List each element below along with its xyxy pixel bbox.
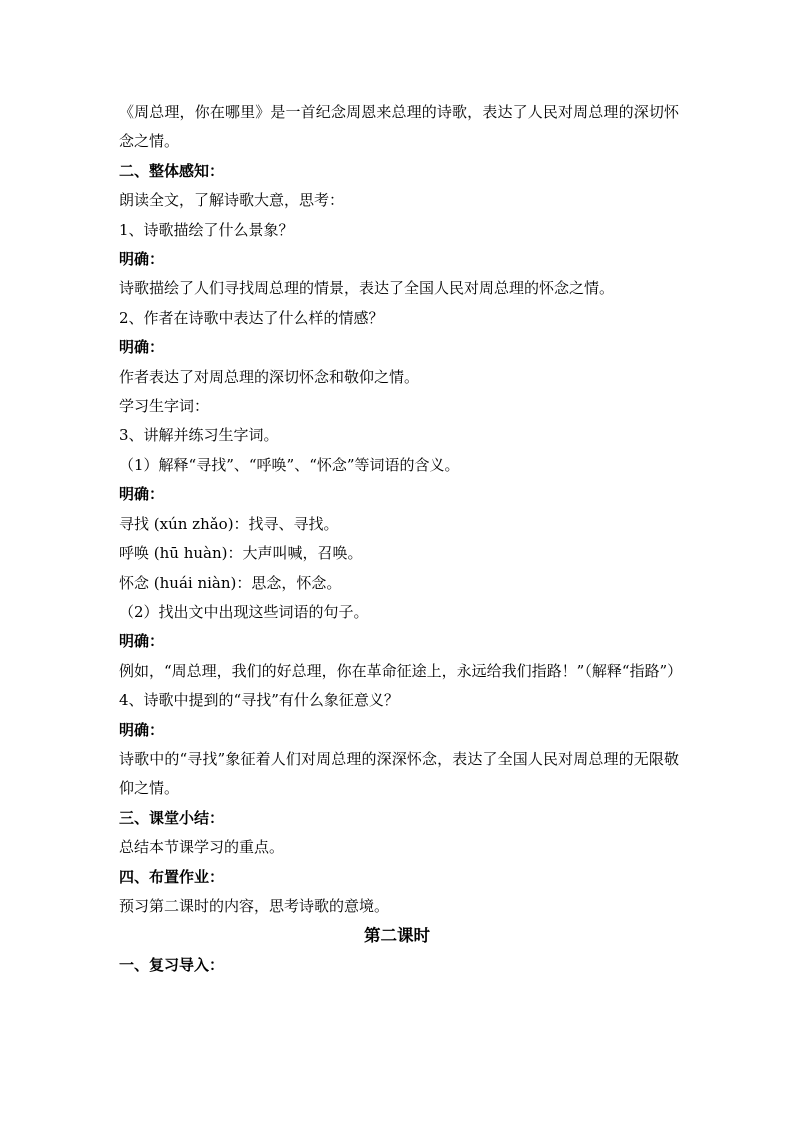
intro-paragraph: 《周总理，你在哪里》是一首纪念周恩来总理的诗歌，表达了人民对周总理的深切怀念之情。	[119, 103, 679, 151]
vocab-entry-huhuan: 呼唤 (hū huàn)：大声叫喊，召唤。	[119, 544, 363, 563]
reading-instruction: 朗读全文，了解诗歌大意，思考：	[119, 191, 345, 210]
sub-question-3-1: （1）解释“寻找”、“呼唤”、“怀念”等词语的含义。	[119, 455, 460, 474]
answer-2: 作者表达了对周总理的深切怀念和敬仰之情。	[119, 367, 420, 386]
answer-label: 明确：	[119, 632, 165, 651]
summary-text: 总结本节课学习的重点。	[119, 838, 285, 857]
vocab-entry-huainian: 怀念 (huái niàn)：思念，怀念。	[119, 573, 342, 592]
question-4: 4、诗歌中提到的“寻找”有什么象征意义？	[119, 691, 399, 710]
lesson-title: 第二课时	[364, 926, 430, 946]
question-1: 1、诗歌描绘了什么景象？	[119, 220, 294, 239]
example-sentence: 例如，“周总理，我们的好总理，你在革命征途上，永远给我们指路！”（解释“指路”）	[119, 661, 683, 680]
answer-1: 诗歌描绘了人们寻找周总理的情景，表达了全国人民对周总理的怀念之情。	[119, 279, 615, 298]
answer-label: 明确：	[119, 338, 165, 357]
section-heading-homework: 四、布置作业：	[119, 867, 225, 886]
vocabulary-heading: 学习生字词：	[119, 397, 210, 416]
question-3: 3、讲解并练习生字词。	[119, 426, 279, 445]
answer-label: 明确：	[119, 250, 165, 269]
section-heading-summary: 三、课堂小结：	[119, 808, 225, 827]
question-2: 2、作者在诗歌中表达了什么样的情感？	[119, 308, 384, 327]
answer-4: 诗歌中的“寻找”象征着人们对周总理的深深怀念，表达了全国人民对周总理的无限敬仰之情。	[119, 749, 679, 798]
section-heading-review: 一、复习导入：	[119, 956, 225, 975]
answer-label: 明确：	[119, 720, 165, 739]
sub-question-3-2: （2）找出文中出现这些词语的句子。	[119, 602, 369, 621]
document-body	[119, 98, 683, 981]
section-heading-overall: 二、整体感知：	[119, 161, 225, 180]
vocab-entry-xunzhao: 寻找 (xún zhǎo)：找寻、寻找。	[119, 514, 339, 533]
homework-text: 预习第二课时的内容，思考诗歌的意境。	[119, 896, 390, 915]
answer-label: 明确：	[119, 485, 165, 504]
